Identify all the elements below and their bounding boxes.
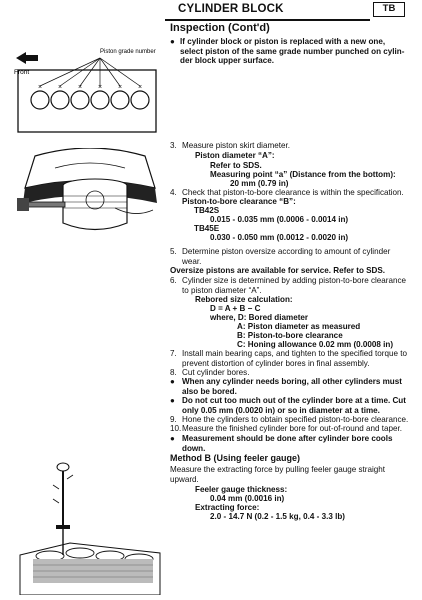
svg-text:×: × [97, 84, 103, 91]
rebored-calc-label: Rebored size calculation: [195, 295, 293, 304]
rebored-formula: D = A + B − C [210, 304, 261, 313]
formula-c-def: C: Honing allowance 0.02 mm (0.0008 in) [237, 340, 394, 349]
measuring-point-label: Measuring point “a” (Distance from the bottom): [210, 170, 396, 179]
cut-amount-note: Do not cut too much out of the cylinder bore at a time. Cut only 0.05 mm (0.0020 in) or so in diameter at a time. [182, 396, 406, 415]
svg-text:×: × [137, 84, 143, 91]
tb45e-value: 0.030 - 0.050 mm (0.0012 - 0.0020 in) [210, 233, 349, 242]
piston-diameter-label: Piston diameter “A”: [195, 151, 275, 160]
svg-text:×: × [77, 84, 83, 91]
svg-text:×: × [117, 84, 123, 91]
svg-text:×: × [37, 84, 43, 91]
page-subtitle: Inspection (Cont'd) [170, 22, 270, 34]
svg-text:×: × [57, 84, 63, 91]
clearance-label: Piston-to-bore clearance “B”: [182, 197, 296, 206]
bullet-dot: ● [170, 396, 175, 405]
feeler-gauge-figure [15, 455, 165, 595]
tb42s-value: 0.015 - 0.035 mm (0.0006 - 0.0014 in) [210, 215, 349, 224]
piston-measurement-figure [15, 148, 165, 240]
step-8: 8. Cut cylinder bores. [170, 368, 250, 377]
step-7: 7. Install main bearing caps, and tighten to the specified torque to prevent distortion of cylinder bores in final assembly. [170, 349, 407, 368]
step-4: 4. Check that piston-to-bore clearance is within the specification. [170, 188, 404, 197]
extracting-force-label: Extracting force: [195, 503, 260, 512]
boring-all-cylinders-note: When any cylinder needs boring, all other cylinders must also be bored. [182, 377, 402, 396]
tb42s-label: TB42S [194, 206, 220, 215]
bullet-dot: ● [170, 377, 175, 386]
extracting-force-value: 2.0 - 14.7 N (0.2 - 1.5 kg, 0.4 - 3.3 lb) [210, 512, 345, 521]
bullet-dot: ● [170, 434, 175, 443]
formula-b-def: B: Piston-to-bore clearance [237, 331, 343, 340]
piston-grade-label: Piston grade number [100, 49, 156, 55]
tb45e-label: TB45E [194, 224, 220, 233]
oversize-note: Oversize pistons are available for service. Refer to SDS. [170, 266, 386, 275]
cylinder-block-grade-figure [10, 40, 160, 140]
method-b-title: Method B (Using feeler gauge) [170, 453, 301, 463]
feeler-thickness-value: 0.04 mm (0.0016 in) [210, 494, 285, 503]
section-title: CYLINDER BLOCK [178, 3, 284, 15]
step-5: 5. Determine piston oversize according to amount of cylinder wear. [170, 247, 391, 266]
front-label: Front [14, 69, 30, 76]
method-b-text: Measure the extracting force by pulling feeler gauge straight upward. [170, 465, 386, 484]
formula-where: where, D: Bored diameter [210, 313, 309, 322]
engine-code-badge: TB [373, 2, 405, 17]
step-9: 9. Hone the cylinders to obtain specified piston-to-bore clearance. [170, 415, 409, 424]
header-rule [165, 19, 370, 21]
cooling-note: Measurement should be done after cylinder bore cools down. [182, 434, 393, 453]
measuring-point-value: 20 mm (0.79 in) [230, 179, 289, 188]
formula-a-def: A: Piston diameter as measured [237, 322, 361, 331]
step-10: 10.Measure the finished cylinder bore for out-of-round and taper. [170, 424, 403, 433]
step-6: 6. Cylinder size is determined by adding piston-to-bore clearance to piston diameter “A”. [170, 276, 407, 295]
grade-note: If cylinder block or piston is replaced with a new one, select piston of the same grade number punched on cylin- der block upper surface. [180, 37, 405, 66]
piston-diameter-value: Refer to SDS. [210, 161, 262, 170]
step-3: 3. Measure piston skirt diameter. [170, 141, 290, 150]
bullet-dot: ● [170, 37, 175, 46]
feeler-thickness-label: Feeler gauge thickness: [195, 485, 288, 494]
